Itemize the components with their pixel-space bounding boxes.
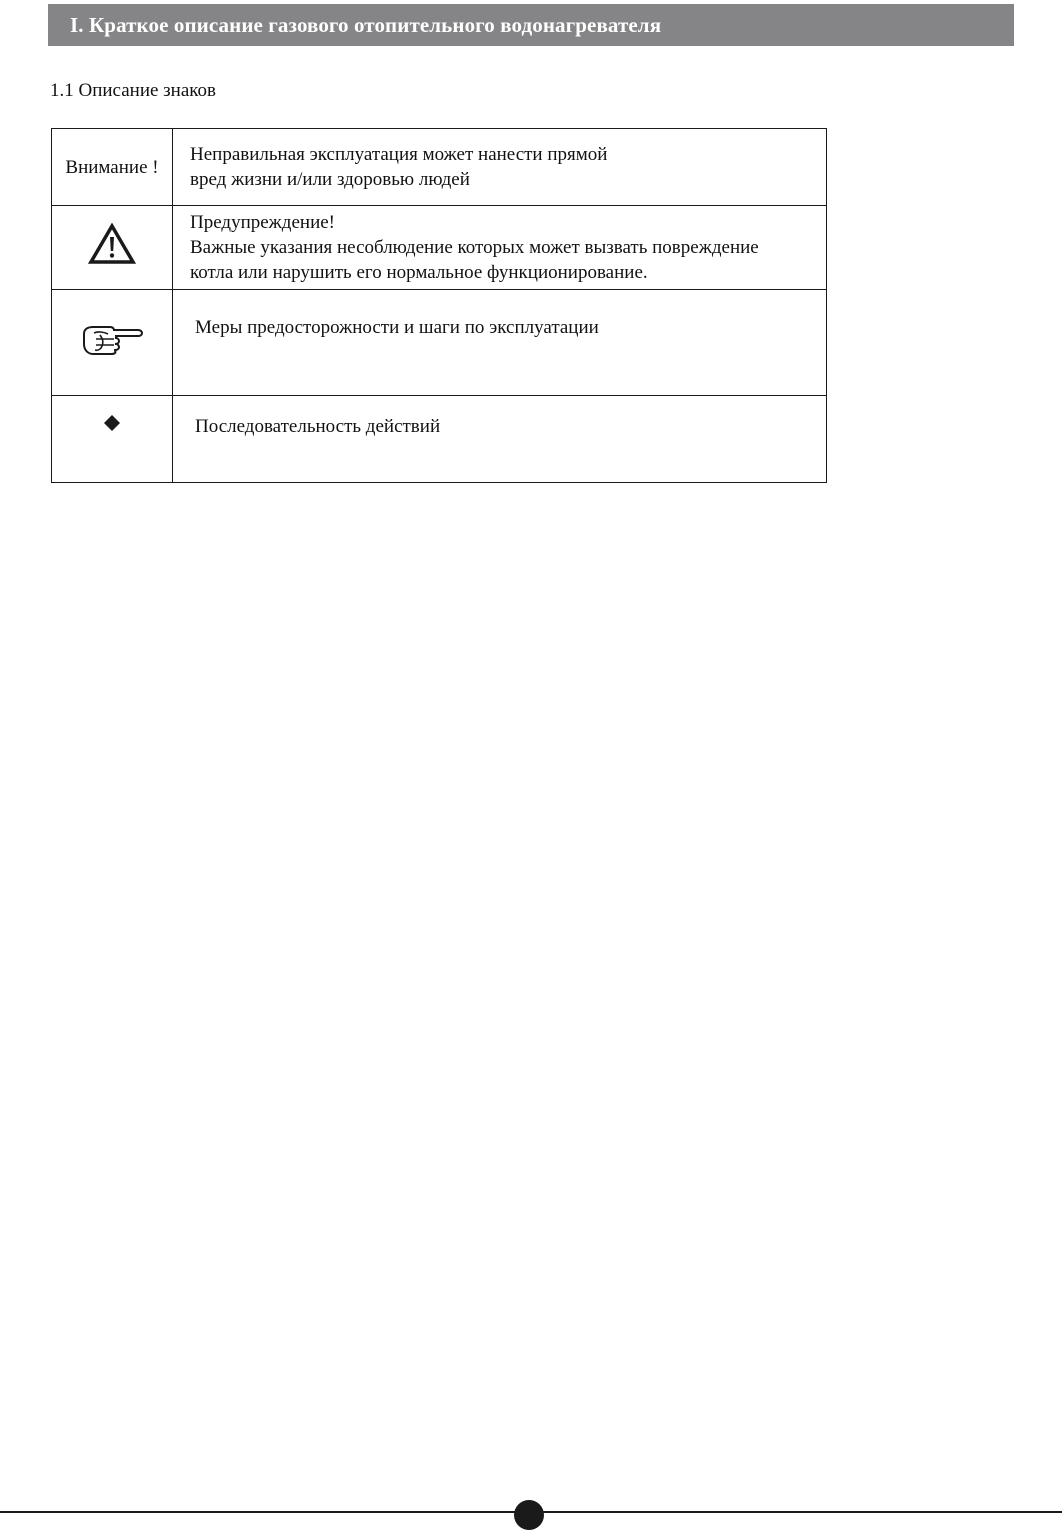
table-row — [52, 290, 827, 396]
description-line: вред жизни и/или здоровью людей — [190, 169, 470, 190]
description-cell — [173, 129, 827, 206]
description-line: котла или нарушить его нормальное функционирование. — [190, 262, 648, 283]
symbol-cell — [52, 396, 173, 483]
section-title: I. Краткое описание газового отопительного водонагревателя — [70, 13, 662, 37]
description-line: Важные указания несоблюдение которых может вызвать повреждение — [190, 237, 759, 258]
description-line: Предупреждение! — [190, 212, 335, 233]
description-line: Меры предосторожности и шаги по эксплуатации — [195, 317, 599, 338]
table-row — [52, 396, 827, 483]
symbol-cell — [52, 206, 173, 290]
description-line: Последовательность действий — [195, 416, 441, 437]
description-cell — [173, 396, 827, 483]
diamond-bullet-icon — [103, 414, 121, 432]
description-line: Неправильная эксплуатация может нанести прямой — [190, 144, 608, 165]
page-number-badge — [514, 1500, 544, 1530]
section-header-bar — [48, 4, 1014, 46]
table-row — [52, 206, 827, 290]
symbols-table — [51, 128, 827, 483]
subsection-heading: 1.1 Описание знаков — [50, 80, 217, 101]
description-cell — [173, 206, 827, 290]
table-row — [52, 129, 827, 206]
warning-triangle-icon — [88, 223, 136, 265]
symbol-cell — [52, 290, 173, 396]
description-cell — [173, 290, 827, 396]
symbol-cell — [52, 129, 173, 206]
pointing-hand-icon — [80, 322, 144, 356]
attention-label: Внимание ! — [65, 156, 159, 178]
